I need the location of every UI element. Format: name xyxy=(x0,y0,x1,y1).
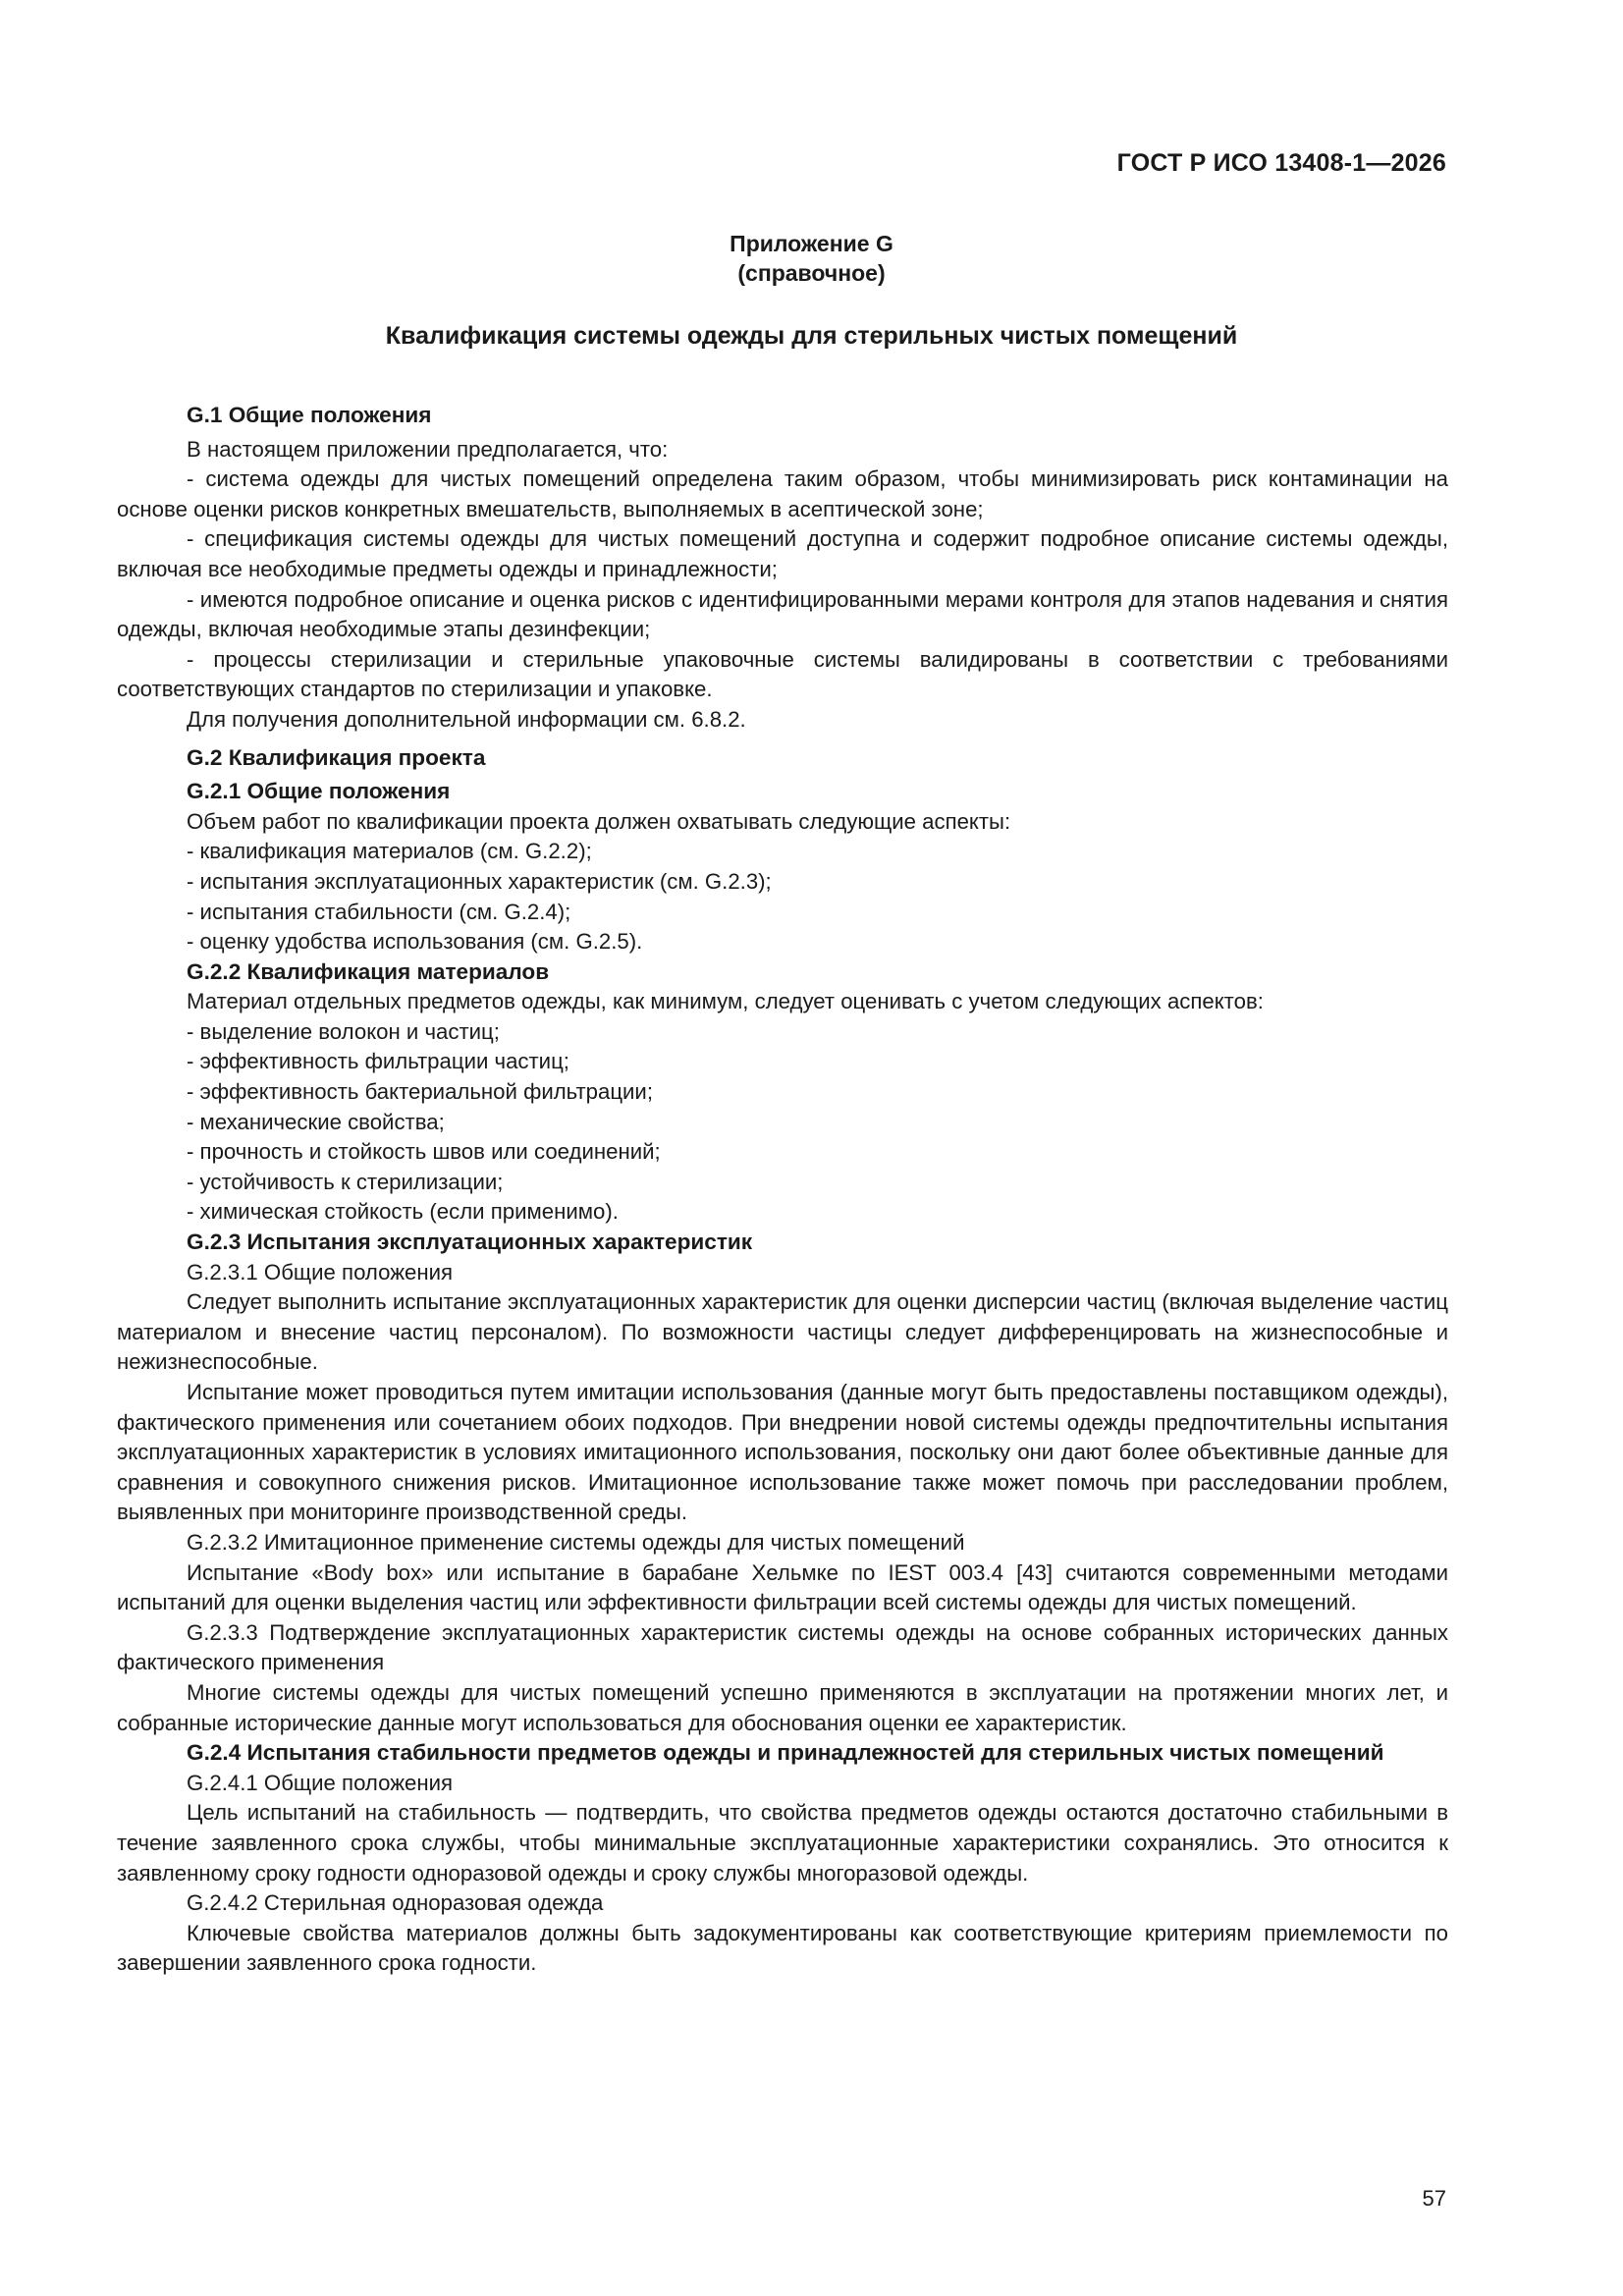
list-item: - эффективность бактериальной фильтрации; xyxy=(187,1079,653,1105)
paragraph: Следует выполнить испытание эксплуатационных характеристик для оценки дисперсии частиц (включая выделение частиц материалом и внесение частиц персоналом). По возможности частицы следует дифференцировать на жизнеспособные и нежизнеспособные. xyxy=(117,1289,1448,1375)
paragraph: Испытание может проводиться путем имитации использования (данные могут быть предоставлены поставщиком одежды), фактического применения или сочетанием обоих подходов. При внедрении новой системы одежды предпочтительны испытания эксплуатационных характеристик в условиях имитационного использования, поскольку они дают более объективные данные для сравнения и совокупного снижения рисков. Имитационное использование также может помочь при расследовании проблем, выявленных при мониторинге производственной среды. xyxy=(117,1380,1448,1525)
paragraph: Испытание «Body box» или испытание в барабане Хельмке по IEST 003.4 [43] считаются современными методами испытаний для оценки выделения частиц или эффективности фильтрации всей системы одежды для чистых помещений. xyxy=(117,1559,1448,1615)
paragraph: В настоящем приложении предполагается, что: xyxy=(187,436,669,462)
annex-title: Приложение G xyxy=(730,231,893,256)
section-heading-g1: G.1 Общие положения xyxy=(187,403,432,427)
list-item: - прочность и стойкость швов или соединений; xyxy=(187,1139,661,1165)
list-item: - эффективность фильтрации частиц; xyxy=(187,1049,569,1074)
clause-heading-g242: G.2.4.2 Стерильная одноразовая одежда xyxy=(187,1890,604,1916)
list-item: - испытания стабильности (см. G.2.4); xyxy=(187,899,571,924)
list-item: - спецификация системы одежды для чистых помещений доступна и содержит подробное описание системы одежды, включая все необходимые предметы одежды и принадлежности; xyxy=(117,526,1448,581)
subsection-heading-g21: G.2.1 Общие положения xyxy=(187,779,451,804)
annex-heading: Квалификация системы одежды для стерильных чистых помещений xyxy=(385,322,1238,350)
list-item: - химическая стойкость (если применимо). xyxy=(187,1199,619,1225)
list-item: - оценку удобства использования (см. G.2.5). xyxy=(187,929,643,955)
document-code: ГОСТ Р ИСО 13408-1—2026 xyxy=(1116,149,1446,177)
clause-heading-g231: G.2.3.1 Общие положения xyxy=(187,1259,454,1285)
page-number: 57 xyxy=(1422,2186,1446,2211)
list-item: - испытания эксплуатационных характеристик (см. G.2.3); xyxy=(187,868,772,894)
paragraph: Для получения дополнительной информации см. 6.8.2. xyxy=(187,706,746,732)
clause-heading-g233: G.2.3.3 Подтверждение эксплуатационных характеристик системы одежды на основе собранных исторических данных фактического применения xyxy=(117,1619,1448,1675)
clause-heading-g232: G.2.3.2 Имитационное применение системы одежды для чистых помещений xyxy=(187,1529,965,1555)
list-item: - квалификация материалов (см. G.2.2); xyxy=(187,839,592,864)
paragraph: Материал отдельных предметов одежды, как минимум, следует оценивать с учетом следующих аспектов: xyxy=(187,989,1264,1014)
section-heading-g2: G.2 Квалификация проекта xyxy=(187,744,486,770)
list-item: - система одежды для чистых помещений определена таким образом, чтобы минимизировать риск контаминации на основе оценки рисков конкретных вмешательств, выполняемых в асептической зоне; xyxy=(117,466,1448,521)
clause-heading-g241: G.2.4.1 Общие положения xyxy=(187,1770,454,1795)
paragraph: Многие системы одежды для чистых помещений успешно применяются в эксплуатации на протяжении многих лет, и собранные исторические данные могут использоваться для обоснования оценки ее характеристик. xyxy=(117,1679,1448,1735)
list-item: - выделение волокон и частиц; xyxy=(187,1018,500,1044)
list-item: - механические свойства; xyxy=(187,1109,445,1134)
paragraph: Ключевые свойства материалов должны быть задокументированы как соответствующие критериям приемлемости по завершении заявленного срока годности. xyxy=(117,1920,1448,1976)
list-item: - процессы стерилизации и стерильные упаковочные системы валидированы в соответствии с требованиями соответствующих стандартов по стерилизации и упаковке. xyxy=(117,646,1448,702)
list-item: - устойчивость к стерилизации; xyxy=(187,1169,504,1194)
paragraph: Цель испытаний на стабильность — подтвердить, что свойства предметов одежды остаются достаточно стабильными в течение заявленного срока службы, чтобы минимальные эксплуатационные характеристики сохранялись. Это относится к заявленному сроку годности одноразовой одежды и сроку службы многоразовой одежды. xyxy=(117,1800,1448,1886)
annex-type: (справочное) xyxy=(737,260,886,286)
subsection-heading-g22: G.2.2 Квалификация материалов xyxy=(187,958,550,984)
paragraph: Объем работ по квалификации проекта должен охватывать следующие аспекты: xyxy=(187,808,1011,834)
list-item: - имеются подробное описание и оценка рисков с идентифицированными мерами контроля для этапов надевания и снятия одежды, включая необходимые этапы дезинфекции; xyxy=(117,586,1448,642)
subsection-heading-g24: G.2.4 Испытания стабильности предметов одежды и принадлежностей для стерильных чистых помещений xyxy=(187,1740,1384,1766)
document-body xyxy=(117,401,1448,1979)
subsection-heading-g23: G.2.3 Испытания эксплуатационных характеристик xyxy=(187,1230,753,1255)
